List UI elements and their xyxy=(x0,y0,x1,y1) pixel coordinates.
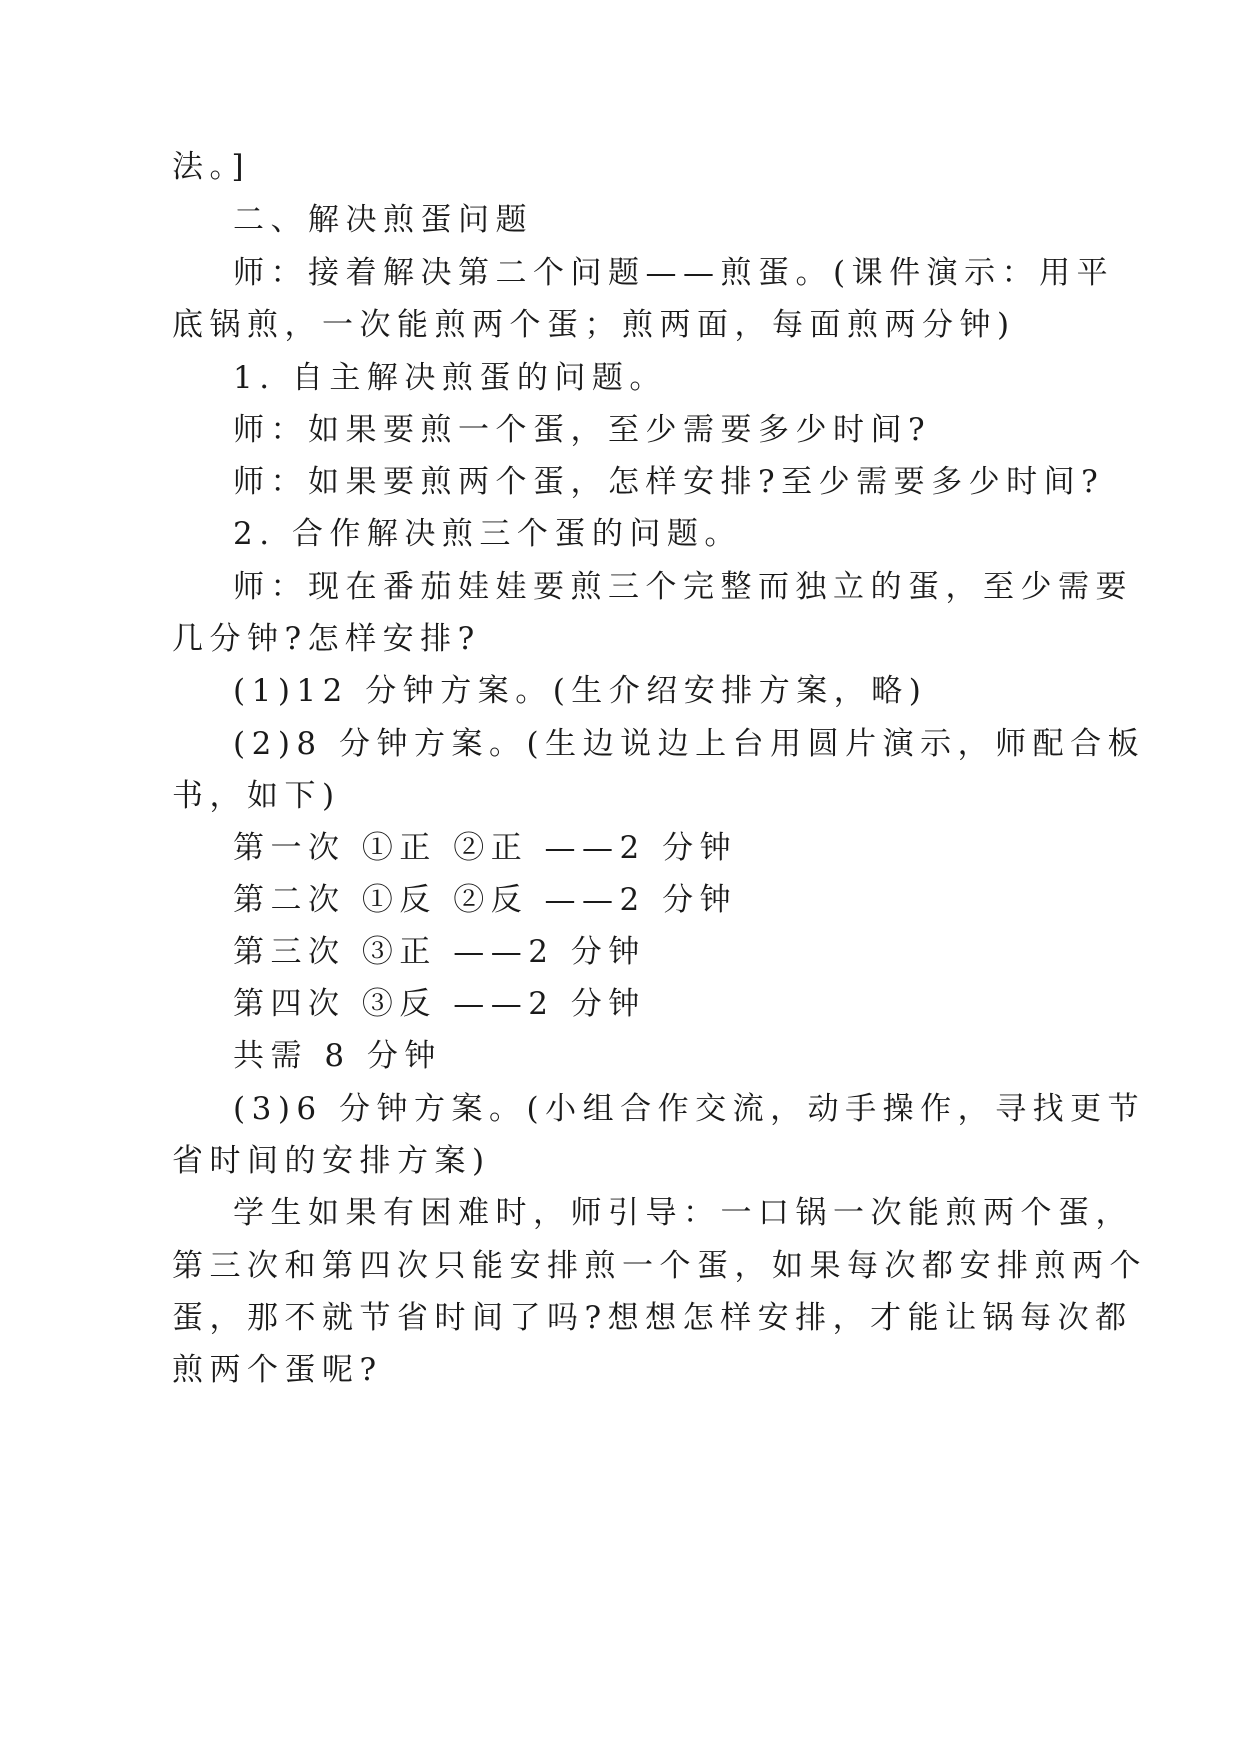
text-line: 1. 自主解决煎蛋的问题。 xyxy=(233,360,667,396)
text-line: 第二次 ①反 ②反 ——2 分钟 xyxy=(233,882,738,918)
text-line: 书，如下) xyxy=(172,778,341,814)
text-line: 学生如果有困难时，师引导：一口锅一次能煎两个蛋， xyxy=(233,1195,1133,1231)
text-line: 2. 合作解决煎三个蛋的问题。 xyxy=(233,516,742,552)
text-line: 煎两个蛋呢? xyxy=(172,1352,383,1388)
text-line: (2)8 分钟方案。(生边说边上台用圆片演示，师配合板 xyxy=(233,726,1146,762)
text-line: 师：如果要煎一个蛋，至少需要多少时间? xyxy=(233,412,932,448)
text-line: 几分钟?怎样安排? xyxy=(172,621,481,657)
text-line: (1)12 分钟方案。(生介绍安排方案，略) xyxy=(233,673,928,709)
text-line: 第四次 ③反 ——2 分钟 xyxy=(233,986,646,1022)
text-line: (3)6 分钟方案。(小组合作交流，动手操作，寻找更节 xyxy=(233,1091,1146,1127)
text-line: 师：接着解决第二个问题——煎蛋。(课件演示：用平 xyxy=(233,255,1115,291)
text-line: 第三次 ③正 ——2 分钟 xyxy=(233,934,646,970)
text-line: 第三次和第四次只能安排煎一个蛋，如果每次都安排煎两个 xyxy=(172,1248,1147,1284)
text-line: 法。] xyxy=(172,149,251,185)
text-line: 省时间的安排方案) xyxy=(172,1143,491,1179)
section-heading: 二、解决煎蛋问题 xyxy=(233,202,533,238)
text-line: 第一次 ①正 ②正 ——2 分钟 xyxy=(233,830,738,866)
text-line: 蛋，那不就节省时间了吗?想想怎样安排，才能让锅每次都 xyxy=(172,1300,1133,1336)
text-line: 底锅煎，一次能煎两个蛋；煎两面，每面煎两分钟) xyxy=(172,307,1016,343)
text-line: 师：现在番茄娃娃要煎三个完整而独立的蛋，至少需要 xyxy=(233,569,1133,605)
text-line: 共需 8 分钟 xyxy=(233,1038,442,1074)
text-line: 师：如果要煎两个蛋，怎样安排?至少需要多少时间? xyxy=(233,464,1105,500)
